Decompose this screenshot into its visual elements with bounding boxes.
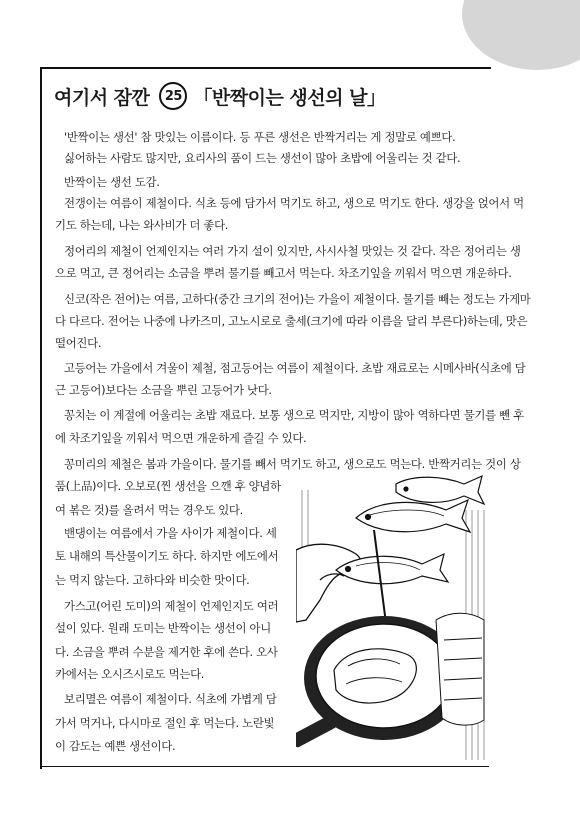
body-line: 으로 먹고, 큰 정어리는 소금을 뿌려 물기를 빼고서 먹는다. 차조기잎을 끼워서 먹으면 개운하다.	[55, 266, 512, 280]
section-number-badge: 25	[159, 82, 187, 110]
body-line: 싫어하는 사람도 많지만, 요리사의 품이 드는 생선이 많아 초밥에 어울리는 것 같다.	[64, 151, 461, 165]
body-line: 밴댕이는 여름에서 가을 사이가 제철이다. 세	[64, 526, 277, 540]
body-line: 정어리의 제철이 언제인지는 여러 가지 설이 있지만, 사시사철 맛있는 것 같다. 작은 정어리는 생	[64, 244, 521, 258]
section-header	[54, 82, 385, 110]
body-line: 여 볶은 것)를 올려서 먹는 경우도 있다.	[55, 503, 243, 517]
body-line: 다. 소금을 뿌려 수분을 제거한 후에 쓴다. 오사	[55, 645, 278, 659]
body-line: 꽁치는 이 계절에 어울리는 초밥 재료다. 보통 생으로 먹지만, 지방이 많아 역하다면 물기를 뺀 후	[64, 408, 524, 422]
body-line: 고등어는 가을에서 겨울이 제철, 점고등어는 여름이 제철이다. 초밥 재료로는 시메사바(식초에 담	[64, 361, 526, 375]
body-line: 카에서는 오시즈시로도 먹는다.	[55, 667, 205, 681]
body-line: 품(上品)이다. 오보로(찐 생선을 으깬 후 양념하	[55, 479, 281, 493]
body-line: 보리멸은 여름이 제철이다. 식초에 가볍게 담	[64, 692, 277, 706]
body-line: 다 다르다. 전어는 나중에 나카즈미, 고노시로로 출세(크기에 따라 이름을 달리 부른다)하는데, 맛은	[55, 314, 528, 328]
body-line: 반짝이는 생선 도감.	[64, 175, 160, 189]
header-prefix: 여기서 잠깐	[54, 86, 150, 109]
fish-pan-illustration	[296, 470, 486, 762]
body-line: 가서 먹거나, 다시마로 절인 후 먹는다. 노란빛	[55, 716, 275, 730]
body-line: 토 내해의 특산물이기도 하다. 하지만 에도에서	[55, 549, 279, 563]
body-line: 는 먹지 않는다. 고하다와 비슷한 맛이다.	[55, 573, 250, 587]
body-line: 꽁미리의 제철은 봄과 가을이다. 물기를 빼서 먹기도 하고, 생으로도 먹는다. 반짝거리는 것이 상	[64, 457, 521, 471]
body-line: 전갱이는 여름이 제철이다. 식초 등에 담가서 먹기도 하고, 생으로 먹기도 한다. 생강을 얹어서 먹	[64, 196, 524, 210]
body-line: '반짝이는 생선' 참 맛있는 이름이다. 등 푸른 생선은 반짝거리는 게 정말로 예쁘다.	[64, 130, 456, 144]
corner-decoration	[462, 0, 580, 70]
body-line: 기도 하는데, 나는 와사비가 더 좋다.	[55, 218, 229, 232]
bottom-rule	[40, 766, 489, 767]
body-line: 설이 있다. 원래 도미는 반짝이는 생선이 아니	[55, 621, 271, 635]
body-line: 가스고(어린 도미)의 제철이 언제인지도 여러	[64, 599, 279, 613]
body-line: 근 고등어)보다는 소금을 뿌린 고등어가 낫다.	[55, 383, 272, 397]
body-line: 떨어진다.	[55, 336, 102, 350]
body-line: 신코(작은 전어)는 여름, 고하다(중간 크기의 전어)는 가을이 제철이다. 물기를 빼는 정도는 가게마	[64, 292, 531, 306]
section-title: 「반짝이는 생선의 날」	[193, 86, 386, 109]
body-line: 에 차조기잎을 끼워서 먹으면 개운하게 즐길 수 있다.	[55, 431, 307, 445]
body-line: 이 감도는 예쁜 생선이다.	[55, 739, 176, 753]
